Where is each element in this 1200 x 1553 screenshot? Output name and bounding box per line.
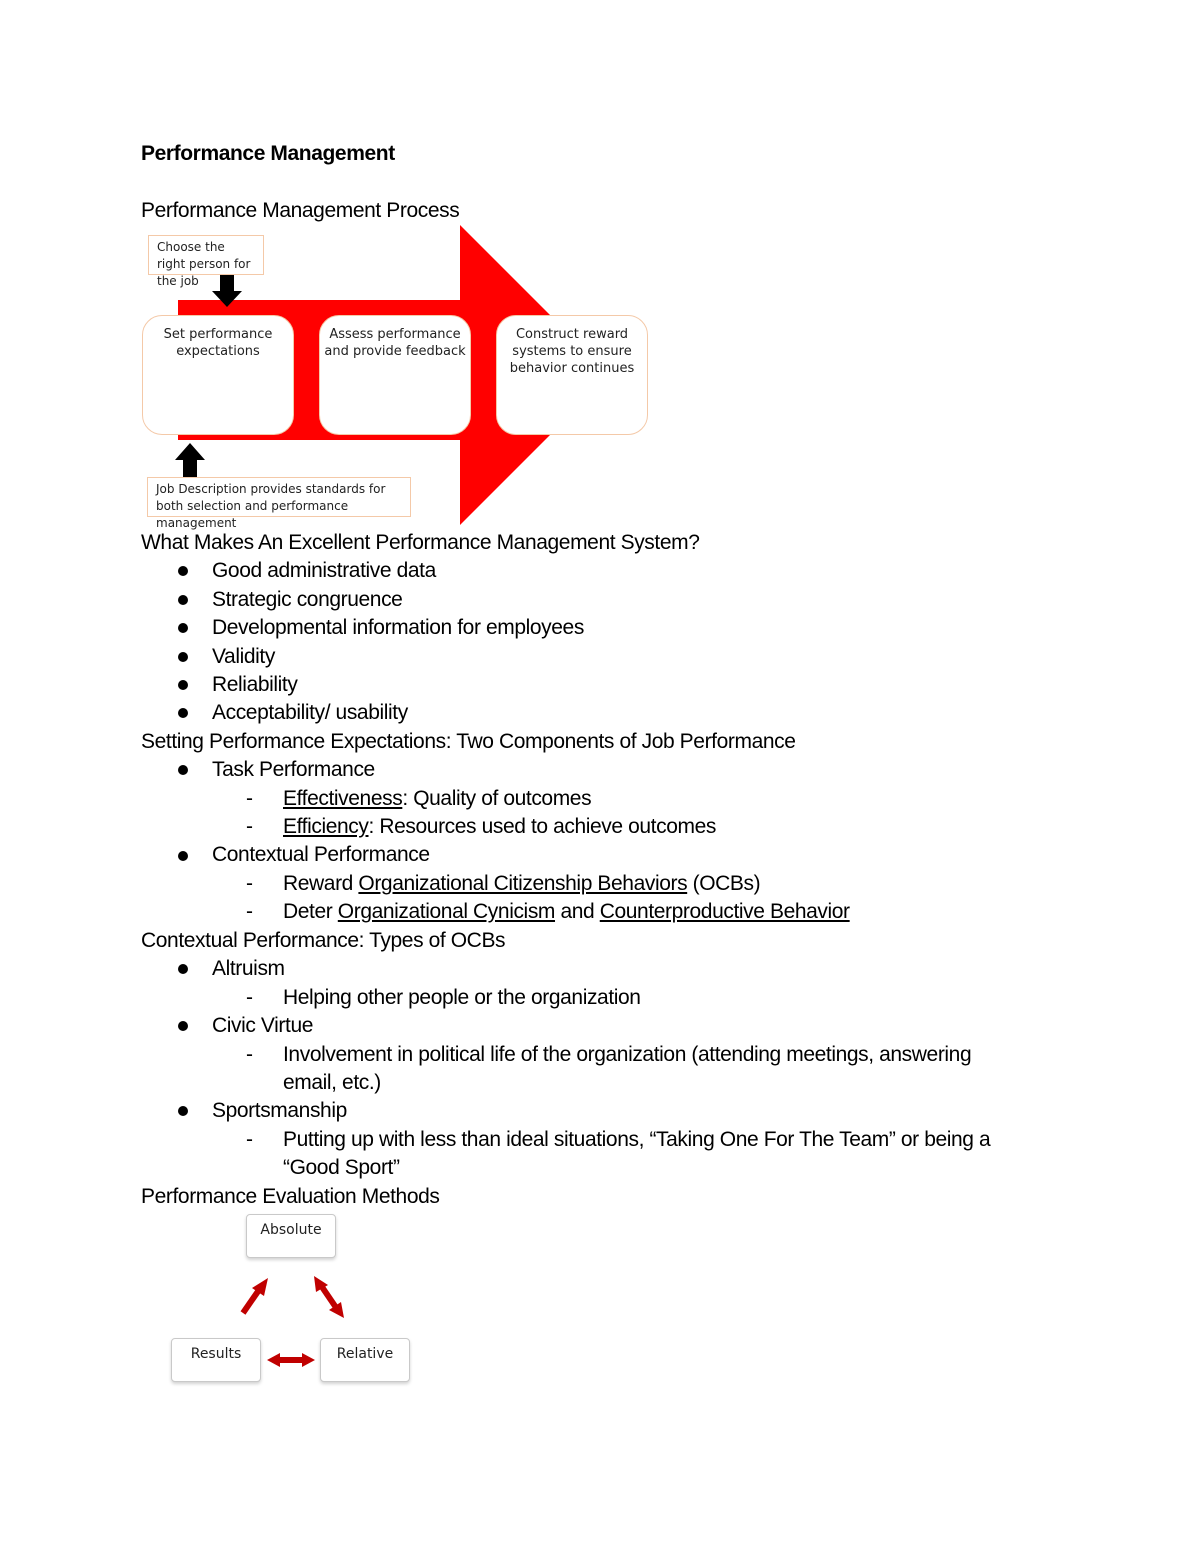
bullet-icon xyxy=(178,623,188,633)
list-item: Acceptability/ usability xyxy=(212,701,408,724)
ocb-heading: Contextual Performance: Types of OCBs xyxy=(141,929,506,952)
dash-marker: - xyxy=(246,787,253,810)
effectiveness-term: Effectiveness xyxy=(283,787,403,810)
bullet-icon xyxy=(178,708,188,718)
reward-suffix: (OCBs) xyxy=(687,872,761,895)
counterproductive-term: Counterproductive Behavior xyxy=(599,900,850,923)
civic-virtue-label: Civic Virtue xyxy=(212,1014,314,1037)
bullet-icon xyxy=(178,680,188,690)
bullet-icon xyxy=(178,964,188,974)
absolute-box: Absolute xyxy=(246,1214,336,1258)
setting-heading: Setting Performance Expectations: Two Components of Job Performance xyxy=(141,730,796,753)
bullet-icon xyxy=(178,765,188,775)
dash-marker: - xyxy=(246,986,253,1009)
sports-desc-line-2: “Good Sport” xyxy=(283,1156,400,1179)
step-assess-performance: Assess performance and provide feedback xyxy=(319,315,471,435)
eval-diagram xyxy=(140,1210,460,1395)
page-title: Performance Management xyxy=(141,142,395,165)
bullet-icon xyxy=(178,1106,188,1116)
top-note: Choose the right person for the job xyxy=(148,235,264,275)
civic-desc-line-2: email, etc.) xyxy=(283,1071,381,1094)
step-set-expectations: Set performance expectations xyxy=(142,315,294,435)
bullet-icon xyxy=(178,1021,188,1031)
reward-ocb-item xyxy=(283,871,760,897)
list-item: Good administrative data xyxy=(212,559,436,582)
sportsmanship-label: Sportsmanship xyxy=(212,1099,347,1122)
task-performance-label: Task Performance xyxy=(212,758,375,781)
right-diagonal-arrow-icon xyxy=(314,1276,344,1318)
cynicism-term: Organizational Cynicism xyxy=(337,900,556,923)
list-item: Developmental information for employees xyxy=(212,616,584,639)
list-item: Reliability xyxy=(212,673,298,696)
contextual-performance-label: Contextual Performance xyxy=(212,843,430,866)
efficiency-item xyxy=(283,814,716,840)
altruism-label: Altruism xyxy=(212,957,285,980)
dash-marker: - xyxy=(246,900,253,923)
bullet-icon xyxy=(178,566,188,576)
horizontal-double-arrow-icon xyxy=(267,1353,315,1367)
process-heading: Performance Management Process xyxy=(141,199,460,222)
deter-prefix: Deter xyxy=(283,900,338,923)
eval-heading: Performance Evaluation Methods xyxy=(141,1185,440,1208)
process-diagram xyxy=(140,225,660,530)
list-item: Strategic congruence xyxy=(212,588,403,611)
efficiency-text: : Resources used to achieve outcomes xyxy=(368,815,716,838)
left-diagonal-arrow-icon xyxy=(243,1278,268,1313)
dash-marker: - xyxy=(246,815,253,838)
list-item: Validity xyxy=(212,645,275,668)
effectiveness-item xyxy=(283,786,591,812)
civic-desc-line-1: Involvement in political life of the organization (attending meetings, answering xyxy=(283,1043,972,1066)
deter-mid: and xyxy=(555,900,600,923)
reward-prefix: Reward xyxy=(283,872,359,895)
bottom-note: Job Description provides standards for both selection and performance management xyxy=(147,477,411,517)
bullet-icon xyxy=(178,652,188,662)
bullet-icon xyxy=(178,851,188,861)
dash-marker: - xyxy=(246,872,253,895)
dash-marker: - xyxy=(246,1128,253,1151)
step-construct-reward: Construct reward systems to ensure behavior continues xyxy=(496,315,648,435)
relative-box: Relative xyxy=(320,1338,410,1382)
results-box: Results xyxy=(171,1338,261,1382)
deter-item xyxy=(283,899,850,925)
altruism-desc: Helping other people or the organization xyxy=(283,986,641,1009)
effectiveness-text: : Quality of outcomes xyxy=(402,787,592,810)
efficiency-term: Efficiency xyxy=(283,815,369,838)
sports-desc-line-1: Putting up with less than ideal situations, “Taking One For The Team” or being a xyxy=(283,1128,991,1151)
ocb-term: Organizational Citizenship Behaviors xyxy=(358,872,688,895)
bullet-icon xyxy=(178,595,188,605)
up-arrow-icon xyxy=(175,443,205,477)
dash-marker: - xyxy=(246,1043,253,1066)
excellent-heading: What Makes An Excellent Performance Management System? xyxy=(141,531,700,554)
